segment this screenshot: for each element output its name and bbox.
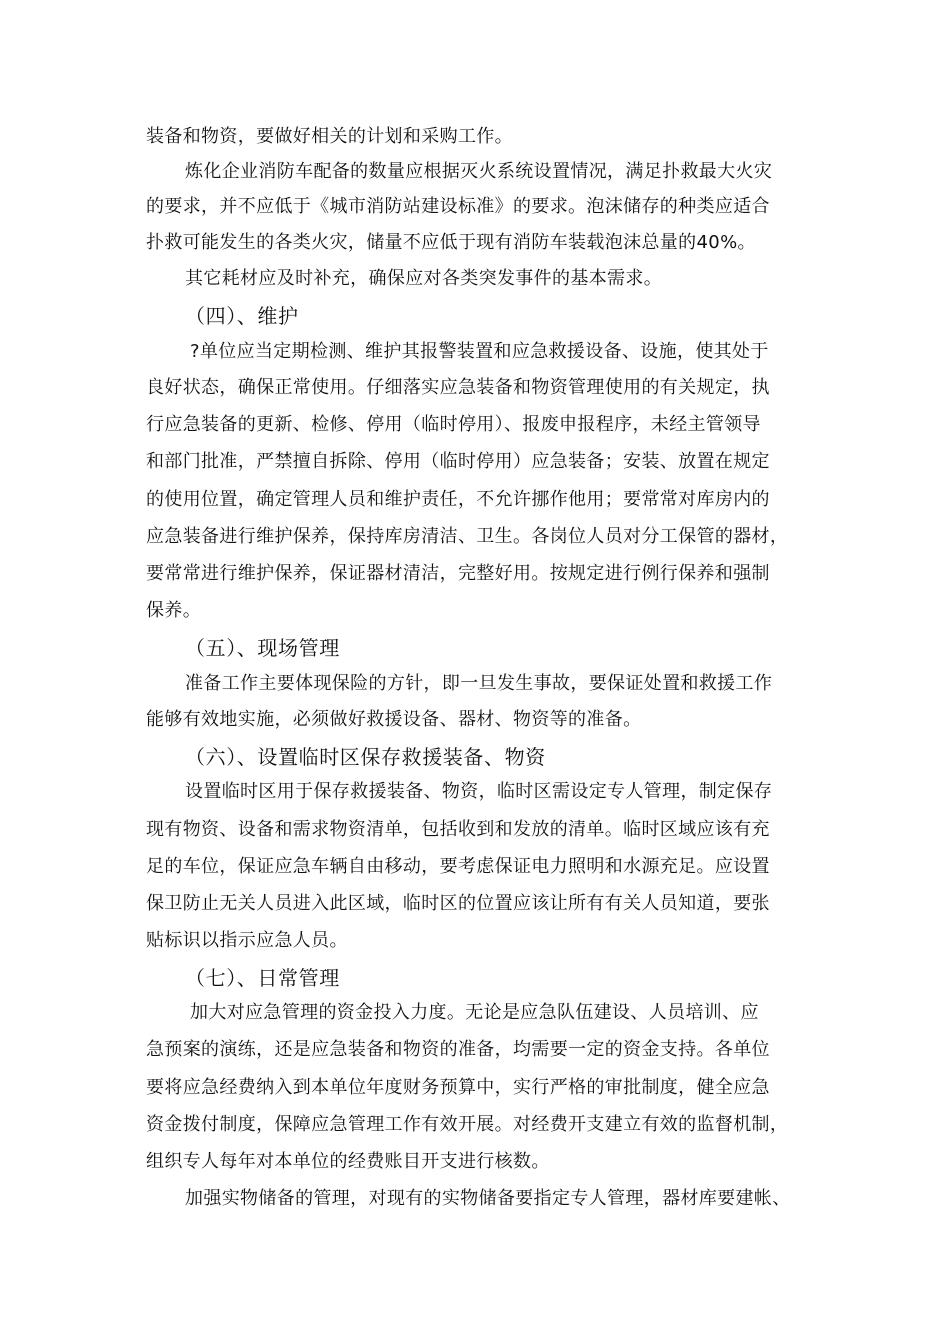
body-text-line: 行应急装备的更新、检修、停用（临时停用）、报废申报程序，未经主管领导 — [146, 414, 761, 435]
body-text-line: 要常常进行维护保养，保证器材清洁，完整好用。按规定进行例行保养和强制 — [146, 563, 770, 584]
body-text-line: 贴标识以指示应急人员。 — [146, 930, 348, 951]
section-heading-maintenance: （四）、维护 — [185, 304, 299, 328]
body-text-line: 良好状态，确保正常使用。仔细落实应急装备和物资管理使用的有关规定，执 — [146, 377, 770, 398]
body-text-line: 保养。 — [146, 600, 202, 621]
section-heading-temporary-area: （六）、设置临时区保存救援装备、物资 — [185, 745, 546, 769]
paragraph-first-line: ?单位应当定期检测、维护其报警装置和应急救援设备、设施，使其处于 — [190, 341, 769, 362]
body-text-line: 的要求，并不应低于《城市消防站建设标准》的要求。泡沫储存的种类应适合 — [146, 196, 770, 217]
body-text-line: 足的车位，保证应急车辆自由移动，要考虑保证电力照明和水源充足。应设置 — [146, 856, 770, 877]
body-text-line: 的使用位置，确定管理人员和维护责任，不允许挪作他用；要常常对库房内的 — [146, 489, 770, 510]
body-text-line: 能够有效地实施，必须做好救援设备、器材、物资等的准备。 — [146, 709, 642, 730]
paragraph-first-line: 准备工作主要体现保险的方针，即一旦发生事故，要保证处置和救援工作 — [185, 673, 773, 694]
paragraph-first-line: 炼化企业消防车配备的数量应根据灭火系统设置情况，满足扑救最大火灾 — [185, 161, 773, 182]
body-text-line: 装备和物资，要做好相关的计划和采购工作。 — [146, 126, 513, 147]
body-text-line: 和部门批准，严禁擅自拆除、停用（临时停用）应急装备；安装、放置在规定 — [146, 451, 770, 472]
body-text-line: 资金拨付制度，保障应急管理工作有效开展。对经费开支建立有效的监督机制， — [146, 1114, 789, 1135]
paragraph-first-line: 加大对应急管理的资金投入力度。无论是应急队伍建设、人员培训、应 — [190, 1002, 759, 1023]
body-text-line: 应急装备进行维护保养，保持库房清洁、卫生。各岗位人员对分工保管的器材， — [146, 526, 789, 547]
section-heading-daily-management: （七）、日常管理 — [185, 966, 340, 990]
body-text-line: 急预案的演练，还是应急装备和物资的准备，均需要一定的资金支持。各单位 — [146, 1039, 770, 1060]
paragraph-first-line: 加强实物储备的管理，对现有的实物储备要指定专人管理，器材库要建帐、 — [185, 1188, 791, 1209]
section-heading-site-management: （五）、现场管理 — [185, 636, 340, 660]
body-text-line: 现有物资、设备和需求物资清单，包括收到和发放的清单。临时区域应该有充 — [146, 819, 770, 840]
paragraph-first-line: 其它耗材应及时补充，确保应对各类突发事件的基本需求。 — [185, 268, 663, 289]
paragraph-first-line: 设置临时区用于保存救援装备、物资，临时区需设定专人管理，制定保存 — [185, 781, 773, 802]
body-text-line: 要将应急经费纳入到本单位年度财务预算中，实行严格的审批制度，健全应急 — [146, 1077, 770, 1098]
body-text-line: 扑救可能发生的各类火灾，储量不应低于现有消防车装载泡沫总量的40%。 — [146, 232, 756, 253]
body-text-line: 组织专人每年对本单位的经费账目开支进行核数。 — [146, 1151, 550, 1172]
body-text-line: 保卫防止无关人员进入此区域，临时区的位置应该让所有有关人员知道，要张 — [146, 893, 770, 914]
